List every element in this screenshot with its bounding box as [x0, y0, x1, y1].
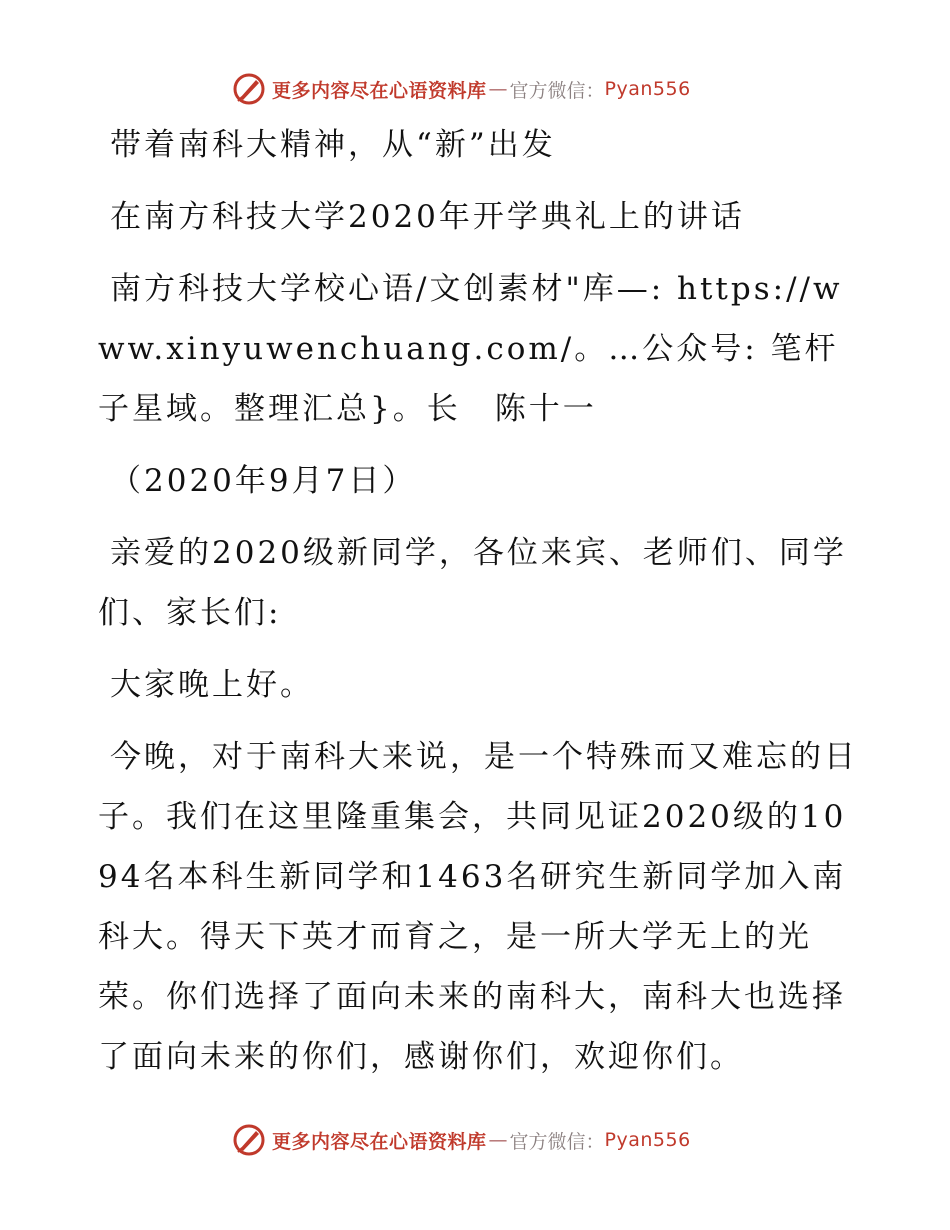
banner-wechat-label: 官方微信：	[509, 79, 605, 102]
banner-wechat-id: Pyan556	[604, 78, 691, 100]
banner-brand-text: 更多内容尽在心语资料库	[272, 1130, 487, 1153]
banner-dash: —	[488, 78, 508, 100]
quill-pen-logo-icon	[232, 1123, 266, 1157]
banner-brand-text: 更多内容尽在心语资料库	[272, 79, 487, 102]
quill-pen-logo-icon	[232, 72, 266, 106]
opening-paragraph: 大家晚上好。	[110, 667, 314, 703]
banner-wechat-label: 官方微信：	[509, 1130, 605, 1153]
banner-wechat-id: Pyan556	[604, 1129, 691, 1151]
greeting-paragraph: 亲爱的2020级新同学，各位来宾、老师们、同学们、家长们:	[98, 535, 847, 631]
speech-date: （2020年9月7日）	[110, 463, 417, 499]
body-paragraph: 今晚，对于南科大来说，是一个特殊而又难忘的日子。我们在这里隆重集会，共同见证2020级的1094名本科生新同学和1463名研究生新同学加入南科大。得天下英才而育之，是一所大学无上的光荣。你们选择了面向未来的南科大，南科大也选择了面向未来的你们，感谢你们，欢迎你们。	[98, 739, 858, 1075]
banner-dash: —	[488, 1129, 508, 1151]
document-title: 带着南科大精神，从“新”出发	[110, 127, 556, 163]
document-body	[98, 115, 858, 1099]
header-banner	[232, 72, 691, 106]
source-line: 南方科技大学校心语/文创素材"库—: https://www.xinyuwenchuang.com/。…公众号: 笔杆子星域。整理汇总}。长 陈十一	[98, 271, 843, 427]
document-subtitle: 在南方科技大学2020年开学典礼上的讲话	[110, 199, 745, 235]
footer-banner	[232, 1123, 691, 1157]
